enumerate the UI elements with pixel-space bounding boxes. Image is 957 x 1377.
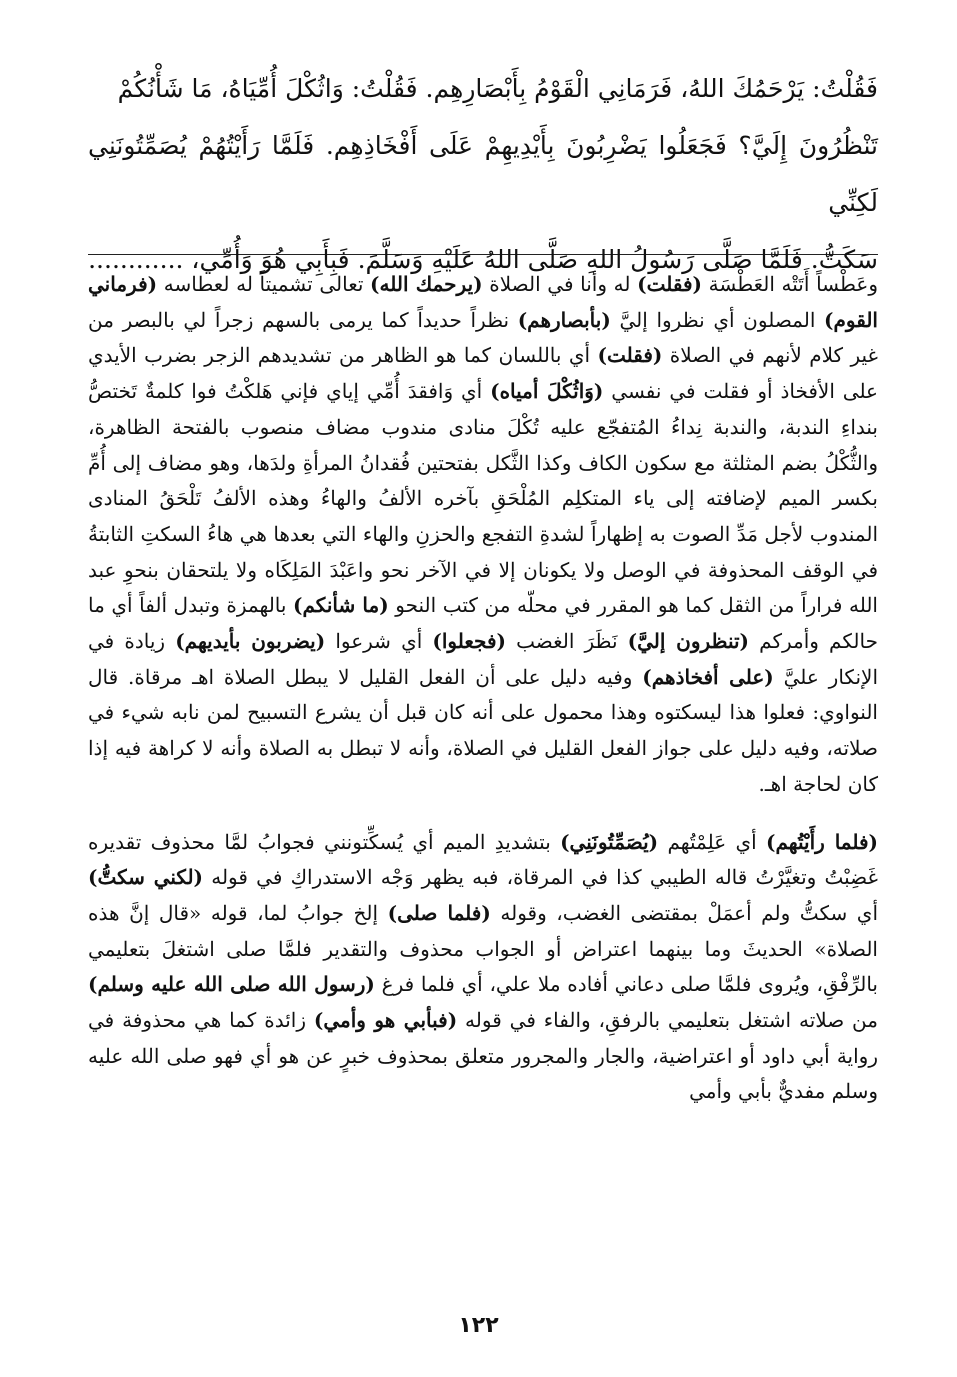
quoted-phrase: (فبأبي هو وأمي) <box>313 1008 458 1033</box>
commentary-text: أي سكتُّ ولم أعمَلْ بمقتضى الغضب، وقوله <box>490 900 879 925</box>
commentary-text: أي شرعوا <box>325 629 433 654</box>
commentary-text: بتشديدِ الميم أي يُسكِّتونني فجوابُ لمَّا محذوف تقديره غَضِبْتُ وتغيَّرْتُ قاله الطيبي كذا في المرقاة، فبه يظهر وَجْه الاستدراكِ في قوله <box>88 829 878 890</box>
quoted-phrase: (لكني سكتُّ) <box>88 865 204 890</box>
commentary-text: أي باللسان كما هو الظاهر من تشديدهم الزجر بضرب الأيدي على الأفخاذ أو فقلت في نفسي <box>88 343 878 404</box>
quoted-phrase: (ما شأنكم) <box>293 593 389 618</box>
commentary-text: أي عَلِمْتُهم <box>658 829 766 854</box>
commentary-text: من صلاته اشتغل بتعليمي بالرفقِ، والفاء في قوله <box>457 1008 878 1033</box>
commentary-text: المصلون أي نظروا إليَّ <box>610 307 825 332</box>
quoted-phrase: (تنظرون إليَّ) <box>627 629 750 654</box>
commentary-text: بالهمزة وتبدل ألفاً أي ما حالكم وأمركم <box>88 593 878 654</box>
hadith-line: تَنْظُرُونَ إِلَيَّ؟ فَجَعَلُوا يَضْرِبُونَ بِأَيْدِيهِمْ عَلَى أَفْخَاذِهِم. فَلَمَّا رَأَيْتُهُمْ يُصَمِّتُونَنِي لَكِنِّي <box>88 131 878 217</box>
commentary-text: له وأنا في الصلاة <box>482 272 638 296</box>
quoted-phrase: (فقلت) <box>637 272 702 296</box>
commentary-paragraph-2 <box>88 825 878 1111</box>
quoted-phrase: (فلما رأَيْتُهم) <box>765 829 879 854</box>
hadith-text <box>88 60 878 274</box>
quoted-phrase: (فجعلوا) <box>432 629 506 654</box>
page-body <box>88 60 878 1110</box>
commentary-text: زائدة كما هي محذوفة في رواية أبي داود أو اعتراضية، والجار والمجرور متعلق بمحذوف خبرٍ عن هو أي فهو صلى الله عليه وسلم مفديٌّ بأبي وأمي <box>88 1008 878 1104</box>
commentary-text: إلخ جوابُ لما، قوله «قال إنَّ هذه الصلاة» الحديثَ وما بينهما اعتراض أو الجواب محذوف والتقدير فلمَّا صلى اشتغلَ بتعليمي بالرِّفْقِ، ويُروى فلمَّا صلى دعاني أفاده ملا علي، أي فلما فرغ <box>88 900 878 997</box>
quoted-phrase: (يضربون بأيديهم) <box>175 629 326 654</box>
commentary-text: تعالى تشميتاً له لعطاسه <box>157 272 371 296</box>
commentary-text: وعَطْساً أَتَتْه العَطْسَة <box>702 272 878 296</box>
page-number: ١٢٢ <box>458 1313 499 1338</box>
commentary-text: زيادة في الإنكار عليَّ <box>88 629 879 689</box>
commentary-paragraph-1 <box>88 267 878 803</box>
quoted-phrase: (بأبصارهم) <box>517 307 611 332</box>
hadith-line: فَقُلْتُ: يَرْحَمُكَ اللهُ، فَرَمَانِي الْقَوْمُ بِأَبْصَارِهِم. فَقُلْتُ: وَاثُكْلَ أُمِّيَاهُ، مَا شَأْنُكُمْ <box>117 74 878 103</box>
quoted-phrase: (فرماني القوم) <box>88 272 878 332</box>
quoted-phrase: (وَاثُكْلَ أمياه) <box>490 379 604 404</box>
commentary-text: نظراً حديداً كما يرمى بالسهم زجراً لي بالبصر من غير كلام لأنهم في الصلاة <box>88 307 878 368</box>
quoted-phrase: (على أفخاذهم) <box>642 664 774 689</box>
commentary-text: نَظَرَ الغضب <box>505 629 628 654</box>
quoted-phrase: (فلما صلى) <box>387 900 491 925</box>
commentary-text: وفيه دليل على أن الفعل القليل لا يبطل الصلاة اهـ مرقاة. قال النواوي: فعلوا هذا ليسكتوه وهذا محمول على أنه كان قبل أن يشرع التسبيح لمن نابه شيء في صلاته، وفيه دليل على جواز الفعل القليل في الصلاة، وأنه لا تبطل به الصلاة وأنه لا كراهة فيه إذا كان لحاجة اهـ. <box>88 664 878 796</box>
quoted-phrase: (رسول الله صلى الله عليه وسلم) <box>88 972 375 997</box>
hadith-line: سَكَتُّ. فَلَمَّا صَلَّى رَسُولُ اللهِ صَلَّى اللهُ عَلَيْهِ وَسَلَّمَ. فَبِأَبِي هُوَ وَأُمِّي، ............ <box>88 245 878 274</box>
quoted-phrase: (يُصَمِّتُونَنِي) <box>560 829 659 854</box>
quoted-phrase: (فقلت) <box>597 343 663 368</box>
quoted-phrase: (يرحمك الله) <box>370 272 483 296</box>
commentary-text: أي وَافقدَ أُمِّي إياي فإني هَلكْتُ فوا كلمةٌ تَختصُّ بنداءِ الندبة، والندبة نِداءُ المُتفجّع عليه تُكْلَ منادى مندوب مضاف منصوب بالفتحة الظاهرة، والثُّكْلُ بضم المثلثة مع سكون الكاف وكذا الثَّكل بفتحتين فُقدانُ المرأةِ ولدَها، وهو مضاف إلى أُمِّ بكسر الميم لإضافته إلى ياء المتكلِم المُلْحَقِ بآخره الألفُ والهاءُ وهذه الألفُ تَلْحَقُ المنادى المندوب لأجل مَدِّ الصوت به إظهاراً لشدةِ التفجع والحزنِ والهاء التي بعدها هي هاءُ السكتِ الثابتةُ في الوقف المحذوفة في الوصل ولا يكونان إلا في الآخر نحو واعَبْدَ المَلِكَاه ولا يلتحقان بنحوِ عبد الله فراراً من الثقل كما هو المقرر في محلّه من كتب النحو <box>88 379 878 618</box>
commentary <box>88 267 878 1110</box>
